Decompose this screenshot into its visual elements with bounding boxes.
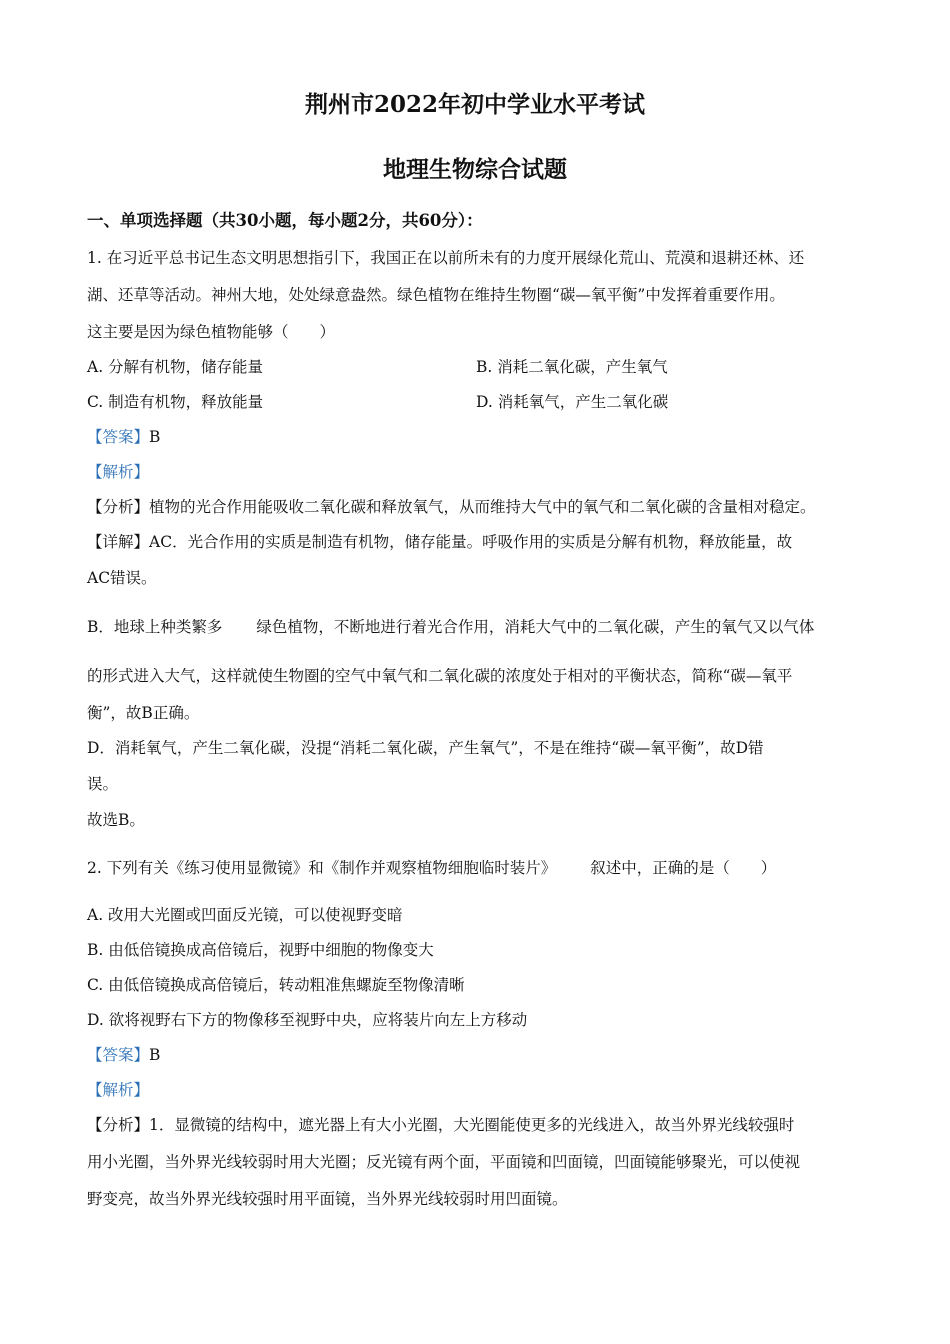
exam-subtitle: 地理生物综合试题 [383, 156, 567, 183]
q1-option-c: C. 制造有机物，释放能量 [87, 393, 264, 411]
q1-stem-line-3: 这主要是因为绿色植物能够（ ） [87, 323, 336, 341]
q2-option-a: A. 改用大光圈或凹面反光镜，可以使视野变暗 [87, 906, 403, 924]
q2-fenxi-text: 1．显微镜的结构中，遮光器上有大小光圈，大光圈能使更多的光线进入，故当外界光线较强时 [149, 1116, 795, 1134]
q1-explain-b-part-2: 绿色植物，不断地进行着光合作用，消耗大气中的二氧化碳，产生的氧气又以气体 [256, 618, 815, 636]
q1-answer [87, 426, 160, 448]
q2-option-c: C. 由低倍镜换成高倍镜后，转动粗准焦螺旋至物像清晰 [87, 976, 465, 994]
q1-detail-text: AC．光合作用的实质是制造有机物，储存能量。呼吸作用的实质是分解有机物，释放能量，故 [149, 533, 793, 551]
q2-fenxi-line-1 [87, 1114, 794, 1136]
q2-option-d: D. 欲将视野右下方的物像移至视野中央，应将装片向左上方移动 [87, 1011, 528, 1029]
q2-fenxi-line-2: 用小光圈，当外界光线较弱时用大光圈；反光镜有两个面，平面镜和凹面镜，凹面镜能够聚光，可以使视 [87, 1153, 801, 1171]
q1-option-b: B. 消耗二氧化碳，产生氧气 [476, 358, 668, 376]
q2-fenxi-line-3: 野变亮，故当外界光线较强时用平面镜，当外界光线较弱时用凹面镜。 [87, 1190, 568, 1208]
q1-option-a: A. 分解有机物，储存能量 [87, 358, 264, 376]
q2-answer [87, 1044, 160, 1066]
q1-explain-b-line-2: 的形式进入大气，这样就使生物圈的空气中氧气和二氧化碳的浓度处于相对的平衡状态，简称“碳—氧平 [87, 667, 793, 685]
q1-explain-b-part-1: B．地球上种类繁多 [87, 618, 223, 636]
q1-fenxi [87, 496, 816, 518]
q1-explain-d-line-1: D．消耗氧气，产生二氧化碳，没提“消耗二氧化碳，产生氧气”，不是在维持“碳—氧平衡”，故D错 [87, 739, 764, 757]
q2-option-b: B. 由低倍镜换成高倍镜后，视野中细胞的物像变大 [87, 941, 434, 959]
q1-detail-tag: 【详解】 [87, 533, 150, 551]
q1-detail-line-2: AC错误。 [87, 569, 157, 587]
q1-answer-tag: 【答案】 [87, 428, 150, 446]
q2-answer-value: B [149, 1046, 161, 1064]
q2-stem [87, 857, 776, 879]
q1-stem-line-2: 湖、还草等活动。神州大地，处处绿意盎然。绿色植物在维持生物圈“碳—氧平衡”中发挥着重要作用。 [87, 286, 785, 304]
q1-answer-value: B [149, 428, 161, 446]
q1-explain-b-line-1 [87, 616, 814, 638]
q1-explain-d-line-2: 误。 [87, 775, 119, 793]
q1-detail-line-1 [87, 531, 792, 553]
q1-fenxi-text: 植物的光合作用能吸收二氧化碳和释放氧气，从而维持大气中的氧气和二氧化碳的含量相对稳定。 [149, 498, 816, 516]
q1-fenxi-tag: 【分析】 [87, 498, 150, 516]
q1-stem-line-1: 1. 在习近平总书记生态文明思想指引下，我国正在以前所未有的力度开展绿化荒山、荒漠和退耕还林、还 [87, 249, 805, 267]
q2-answer-tag: 【答案】 [87, 1046, 150, 1064]
q1-conclusion: 故选B。 [87, 811, 145, 829]
q1-analysis-tag: 【解析】 [87, 463, 150, 481]
q2-stem-part-1: 2. 下列有关《练习使用显微镜》和《制作并观察植物细胞临时装片》 [87, 859, 557, 877]
q1-explain-b-line-3: 衡”，故B正确。 [87, 704, 200, 722]
section-heading: 一、单项选择题（共30小题，每小题2分，共60分）： [87, 211, 483, 230]
q2-analysis-tag: 【解析】 [87, 1081, 150, 1099]
q1-option-d: D. 消耗氧气，产生二氧化碳 [476, 393, 669, 411]
q2-fenxi-tag: 【分析】 [87, 1116, 150, 1134]
q2-stem-part-2: 叙述中，正确的是（ ） [590, 859, 777, 877]
exam-title: 荆州市2022年初中学业水平考试 [304, 91, 645, 118]
